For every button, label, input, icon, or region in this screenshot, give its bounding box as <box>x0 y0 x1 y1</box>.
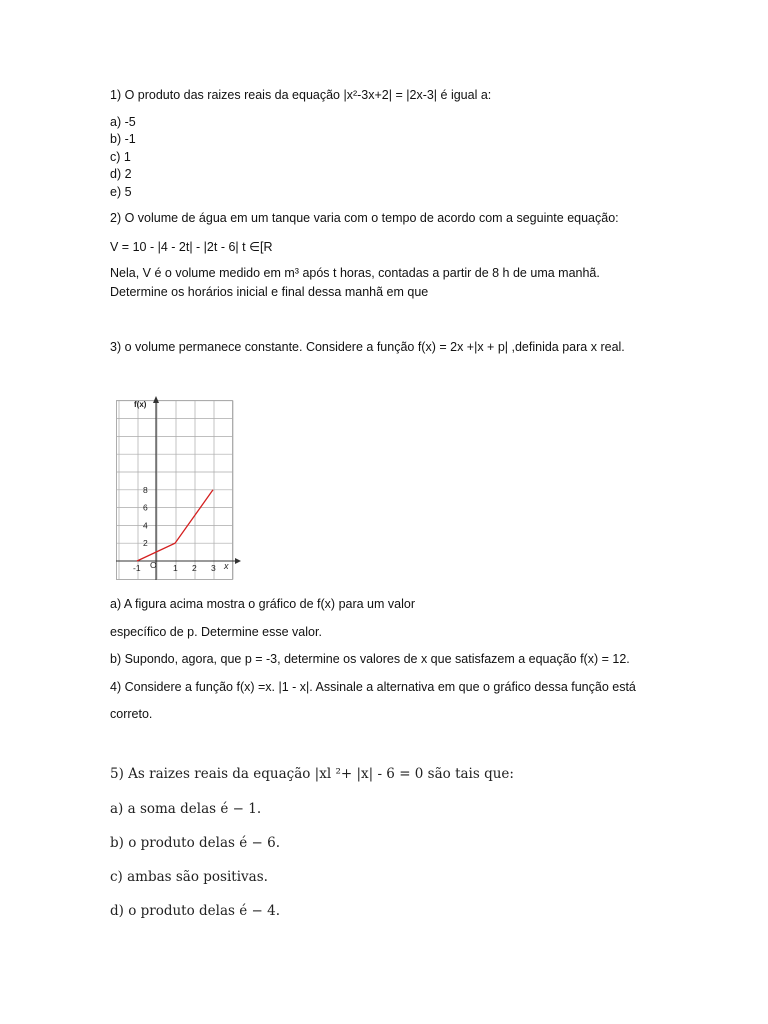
q4-line2: correto. <box>110 707 153 721</box>
q5-prompt: 5) As raizes reais da equação |xl ²+ |x| - 6 = 0 são tais que: <box>110 766 514 782</box>
graph-axes <box>116 396 241 580</box>
x-tick-label: O <box>150 560 157 570</box>
y-tick-label: 2 <box>143 538 148 549</box>
q1-prompt: 1) O produto das raizes reais da equação |x²-3x+2| = |2x-3| é igual a: <box>110 88 492 102</box>
q5-option-b: b) o produto delas é − 6. <box>110 835 281 851</box>
q1-option-d: d) 2 <box>110 167 132 181</box>
graph-ticks <box>133 485 216 573</box>
q1-option-c: c) 1 <box>110 150 131 164</box>
graph-grid <box>117 401 234 580</box>
q3-part-b: b) Supondo, agora, que p = -3, determine os valores de x que satisfazem a equação f(x) = 12. <box>110 652 630 666</box>
q3-part-a-line1: a) A figura acima mostra o gráfico de f(x) para um valor <box>110 597 415 611</box>
q4-line1: 4) Considere a função f(x) =x. |1 - x|. Assinale a alternativa em que o gráfico dessa função está <box>110 680 636 694</box>
q2-prompt: 2) O volume de água em um tanque varia com o tempo de acordo com a seguinte equação: <box>110 211 619 225</box>
q2-text-line2: Determine os horários inicial e final dessa manhã em que <box>110 285 429 299</box>
q1-option-b: b) -1 <box>110 132 136 146</box>
q5-option-c: c) ambas são positivas. <box>110 869 268 885</box>
x-tick-label: -1 <box>133 563 141 573</box>
q2-equation: V = 10 - |4 - 2t| - |2t - 6| t ∈[R <box>110 240 273 254</box>
x-tick-label: 2 <box>192 563 197 573</box>
y-tick-label: 6 <box>143 502 148 513</box>
y-tick-label: 8 <box>143 484 148 495</box>
q5-option-a: a) a soma delas é − 1. <box>110 801 262 817</box>
q1-option-a: a) -5 <box>110 115 136 129</box>
q3-prompt: 3) o volume permanece constante. Considere a função f(x) = 2x +|x + p| ,definida para x real. <box>110 340 625 354</box>
x-axis-arrow <box>235 558 241 564</box>
x-tick-label: 1 <box>173 563 178 573</box>
x-tick-label: 3 <box>211 563 216 573</box>
x-axis-label: x <box>224 561 229 571</box>
y-axis-arrow <box>153 396 159 403</box>
q2-text-line1: Nela, V é o volume medido em m³ após t horas, contadas a partir de 8 h de uma manhã. <box>110 266 600 280</box>
q5-option-d: d) o produto delas é − 4. <box>110 903 281 919</box>
y-tick-label: 4 <box>143 520 148 531</box>
q3-part-a-line2: específico de p. Determine esse valor. <box>110 625 322 639</box>
y-axis-label: f(x) <box>134 400 147 409</box>
q1-option-e: e) 5 <box>110 185 132 199</box>
function-graph <box>116 396 242 580</box>
